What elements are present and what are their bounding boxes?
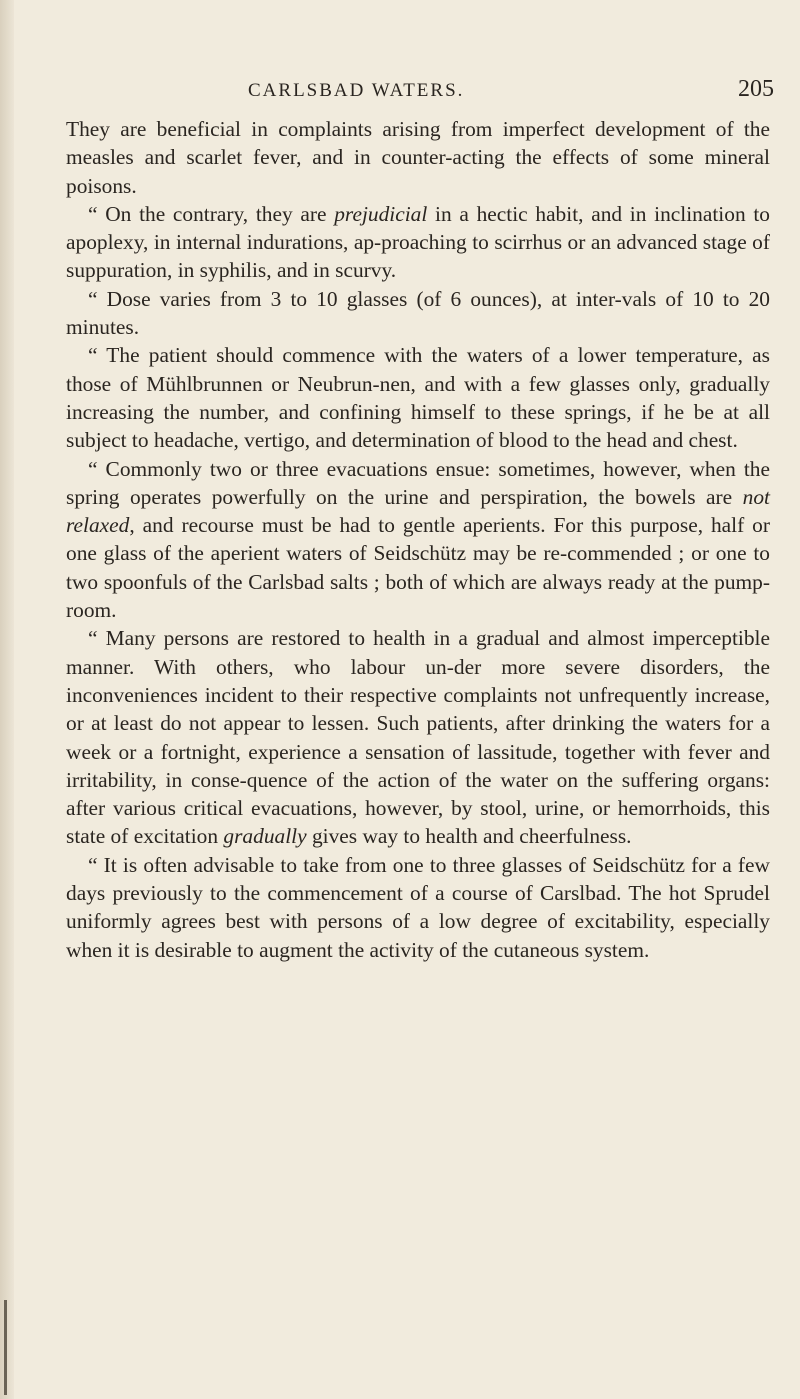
page-gutter-shadow: [0, 0, 14, 1399]
binding-mark: [4, 1300, 7, 1395]
paragraph-7: “ It is often advisable to take from one to three glasses of Seidschütz for a few days previously to the commencement of a course of Carslbad. The hot Sprudel uniformly agrees best with persons of a low degree of excitability, especially when it is desirable to augment the activity of the cutaneous system.: [66, 852, 770, 962]
running-head: CARLSBAD WATERS.: [248, 80, 465, 101]
paragraph-6: “ Many persons are restored to health in a gradual and almost imperceptible manner. With others, who labour un-der more severe disorders, the inconveniences incident to their respective complaints not unfrequently increase, or at least do not appear to lessen. Such patients, after drinking the waters for a week or a fortnight, experience a sensation of lassitude, together with fever and irritability, in conse-quence of the action of the water on the suffering organs: after various critical evacuations, however, by stool, urine, or hemorrhoids, this state of excitation gradually gives way to health and cheerfulness.: [66, 626, 770, 849]
paragraph-3: “ Dose varies from 3 to 10 glasses (of 6 ounces), at inter-vals of 10 to 20 minutes.: [66, 286, 770, 340]
emphasis-gradually: gradually: [223, 824, 307, 849]
page-number: 205: [738, 76, 774, 102]
paragraph-4: “ The patient should commence with the waters of a lower temperature, as those of Mühlbrunnen or Neubrun-nen, and with a few glasses only, gradually increasing the number, and confining himself to these springs, if he be at all subject to headache, vertigo, and determination of blood to the head and chest.: [66, 343, 770, 453]
paragraph-2: “ On the contrary, they are prejudicial in a hectic habit, and in inclination to apoplexy, in internal indurations, ap-proaching to scirrhus or an advanced stage of suppuration, in syphilis, and in scurvy.: [66, 201, 770, 283]
page-header: [62, 76, 774, 108]
body-text: [66, 115, 770, 964]
emphasis-not-relaxed: not relaxed: [66, 484, 770, 538]
paragraph-5: “ Commonly two or three evacuations ensue: sometimes, however, when the spring operates powerfully on the urine and perspiration, the bowels are not relaxed, and recourse must be had to gentle aperients. For this purpose, half or one glass of the aperient waters of Seidschütz may be re-commended ; or one to two spoonfuls of the Carlsbad salts ; both of which are always ready at the pump-room.: [66, 456, 770, 623]
emphasis-prejudicial: prejudicial: [334, 201, 428, 226]
paragraph-1: They are beneficial in complaints arising from imperfect development of the measles and scarlet fever, and in counter-acting the effects of some mineral poisons.: [66, 117, 770, 198]
